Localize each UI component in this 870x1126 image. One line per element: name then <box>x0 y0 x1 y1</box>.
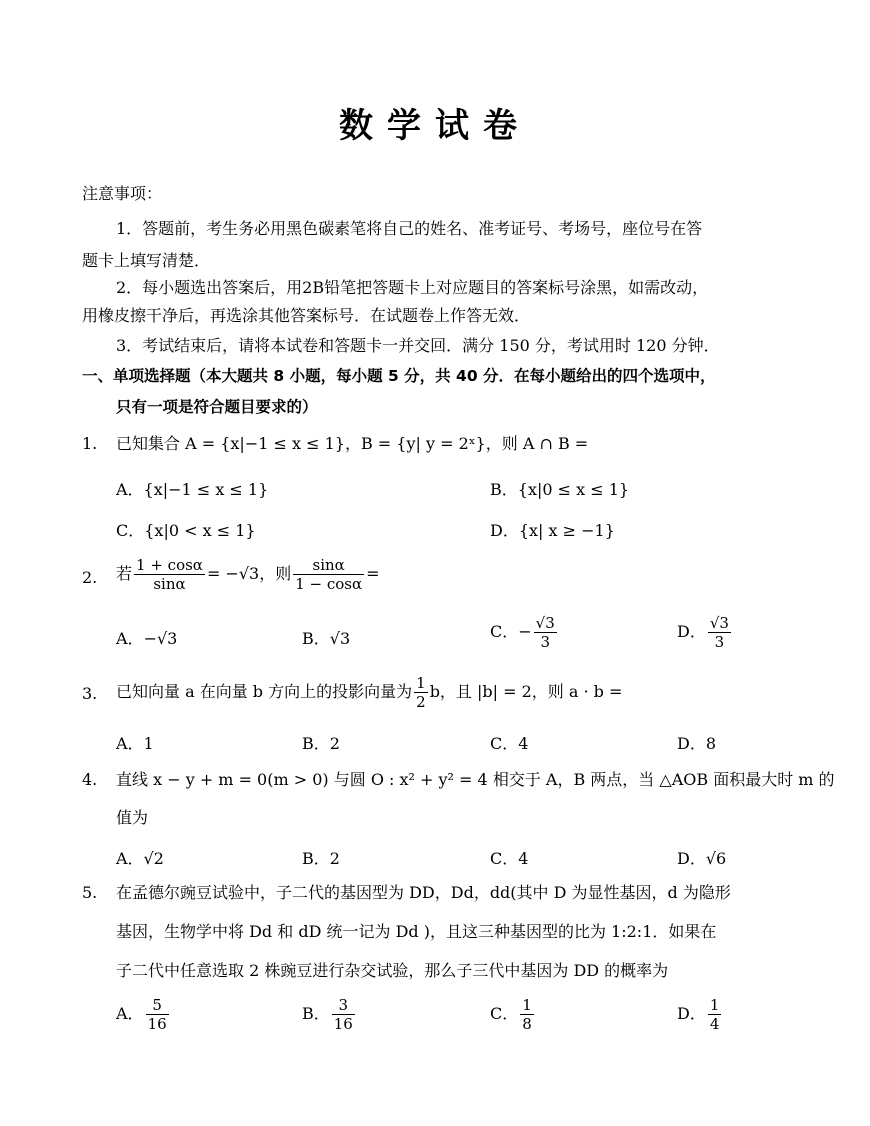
option-label: A． <box>116 1004 144 1023</box>
question-3-number: 3. <box>82 684 98 703</box>
option-label: D． <box>677 1004 706 1023</box>
question-3-option-c: C．4 <box>490 734 529 753</box>
option-fraction-numerator: 1 <box>709 996 720 1014</box>
notice-item-1-line-2: 题卡上填写清楚． <box>82 251 211 270</box>
question-1-text: 已知集合 A = {x|−1 ≤ x ≤ 1}，B = {y| y = 2ˣ}，则 A ∩ B = <box>116 434 589 453</box>
question-3-option-b: B．2 <box>302 734 340 753</box>
option-fraction-denominator: 8 <box>522 1015 532 1033</box>
option-fraction-denominator: 16 <box>333 1015 353 1033</box>
question-2-fraction-2-denominator: 1 − cosα <box>295 575 363 593</box>
option-fraction-denominator: 16 <box>147 1015 167 1033</box>
question-5-number: 5. <box>82 883 98 902</box>
option-fraction-denominator: 3 <box>540 633 550 651</box>
option-fraction-numerator: 5 <box>146 996 169 1015</box>
question-3-text-a: 已知向量 a 在向量 b 方向上的投影向量为 <box>116 682 413 701</box>
question-4-line-2: 值为 <box>116 808 149 827</box>
option-fraction <box>332 996 355 1033</box>
question-2-fraction-1-denominator: sinα <box>153 575 186 593</box>
option-fraction <box>708 996 722 1033</box>
question-3-option-d: D．8 <box>677 734 717 753</box>
option-fraction-numerator: √3 <box>535 614 555 632</box>
question-2-fraction-2-numerator: sinα <box>293 556 364 575</box>
question-3-fraction-denominator: 2 <box>416 693 426 711</box>
notice-item-2-line-1: 2．每小题选出答案后，用2B铅笔把答题卡上对应题目的答案标号涂黑，如需改动， <box>116 278 709 297</box>
question-2-text <box>116 554 380 594</box>
question-2-suffix: = <box>366 564 380 583</box>
question-4-number: 4. <box>82 770 98 789</box>
notice-item-2-line-2: 用橡皮擦干净后，再选涂其他答案标号．在试题卷上作答无效． <box>82 306 531 325</box>
question-1-option-a: A．{x|−1 ≤ x ≤ 1} <box>116 480 269 499</box>
question-4-option-c: C．4 <box>490 849 529 868</box>
question-2-option-b <box>302 626 350 649</box>
question-5-option-d <box>677 996 723 1033</box>
notice-item-1-line-1: 1．答题前，考生务必用黑色碳素笔将自己的姓名、准考证号、考场号，座位号在答 <box>116 219 703 238</box>
question-4-line-1: 直线 x − y + m = 0(m > 0) 与圆 O : x² + y² = 4 相交于 A，B 两点，当 △AOB 面积最大时 m 的 <box>116 770 835 789</box>
question-2-option-a <box>116 626 177 649</box>
option-fraction-denominator: 4 <box>709 1015 720 1033</box>
question-2-option-d <box>677 614 733 651</box>
option-fraction-numerator: √3 <box>709 614 729 632</box>
option-fraction <box>534 614 557 651</box>
question-2-prefix: 若 <box>116 564 133 583</box>
notice-label: 注意事项： <box>82 184 163 203</box>
section-heading-line-2: 只有一项是符合题目要求的） <box>116 398 318 416</box>
notice-item-3-line-1: 3．考试结束后，请将本试卷和答题卡一并交回．满分 150 分，考试用时 120 分钟． <box>116 336 720 355</box>
question-4-option-d: D．√6 <box>677 849 727 868</box>
option-fraction <box>146 996 169 1033</box>
page-title: 数学试卷 <box>339 106 531 146</box>
question-3-text <box>116 672 622 712</box>
question-3-fraction-numerator: 1 <box>416 674 426 692</box>
option-label: D． <box>677 622 706 641</box>
question-2-fraction-2 <box>293 556 364 593</box>
option-label: B． <box>302 629 330 648</box>
option-fraction-denominator: 3 <box>714 633 725 651</box>
question-2-fraction-1-numerator: 1 + cosα <box>136 556 203 574</box>
question-4-option-b: B．2 <box>302 849 340 868</box>
question-3-option-a: A．1 <box>116 734 154 753</box>
question-4-option-a: A．√2 <box>116 849 164 868</box>
question-2-fraction-1 <box>134 556 205 593</box>
question-5-option-b <box>302 996 357 1033</box>
option-value: −√3 <box>143 629 178 648</box>
question-2-option-c <box>490 614 559 651</box>
option-fraction <box>520 996 534 1033</box>
option-label: B． <box>302 1004 330 1023</box>
option-fraction-numerator: 1 <box>522 996 532 1014</box>
option-sign: − <box>518 622 532 641</box>
question-1-number: 1. <box>82 434 98 453</box>
question-5-line-1: 在孟德尔豌豆试验中，子二代的基因型为 DD，Dd，dd(其中 D 为显性基因，d 为隐形 <box>116 883 731 902</box>
question-5-line-3: 子二代中任意选取 2 株豌豆进行杂交试验，那么子三代中基因为 DD 的概率为 <box>116 961 669 980</box>
question-1-option-d: D．{x| x ≥ −1} <box>490 521 615 540</box>
option-fraction <box>708 614 731 651</box>
question-2-number: 2. <box>82 568 98 587</box>
question-5-option-c <box>490 996 536 1033</box>
option-fraction-numerator: 3 <box>332 996 355 1015</box>
question-1-option-c: C．{x|0 < x ≤ 1} <box>116 521 256 540</box>
question-2-middle: = −√3，则 <box>206 564 292 583</box>
option-label: A． <box>116 629 144 648</box>
question-5-line-2: 基因，生物学中将 Dd 和 dD 统一记为 Dd )，且这三种基因型的比为 1:2:1．如果在 <box>116 922 717 941</box>
question-3-fraction <box>414 674 428 711</box>
option-value: √3 <box>329 629 351 648</box>
question-5-option-a <box>116 996 171 1033</box>
section-heading-line-1: 一、单项选择题（本大题共 8 小题，每小题 5 分，共 40 分．在每小题给出的四个选项中， <box>82 367 716 385</box>
option-label: C． <box>490 622 519 641</box>
question-3-text-b: b，且 |b| = 2，则 a · b = <box>429 682 623 701</box>
question-1-option-b: B．{x|0 ≤ x ≤ 1} <box>490 480 630 499</box>
option-label: C． <box>490 1004 519 1023</box>
